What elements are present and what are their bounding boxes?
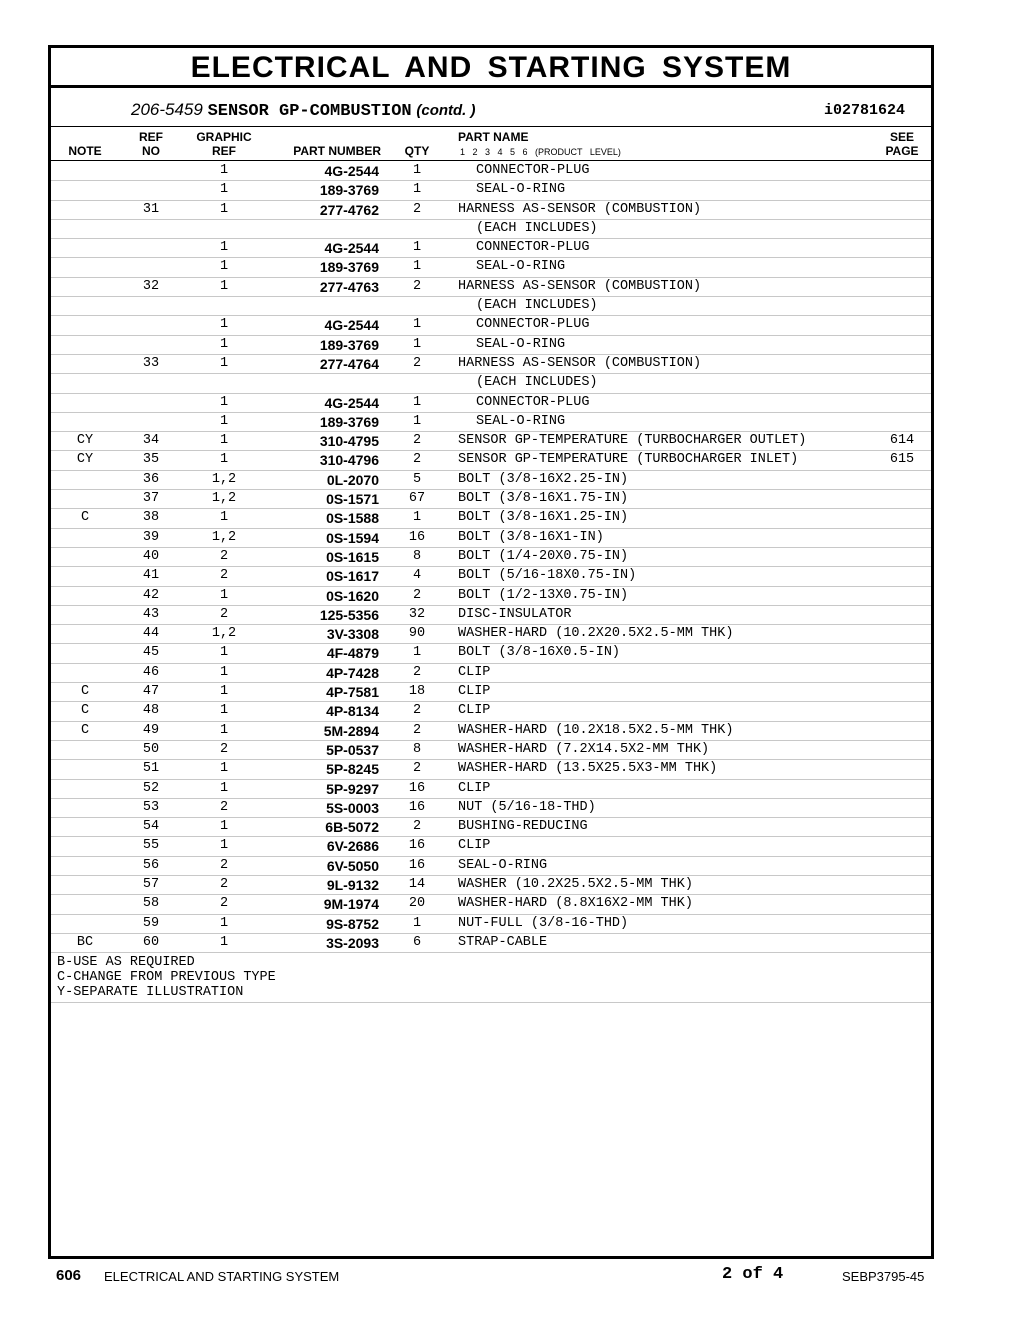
notes-legend	[51, 953, 931, 1003]
table-row	[51, 509, 931, 528]
part-name-cell: CONNECTOR-PLUG	[476, 317, 590, 333]
table-row	[51, 220, 931, 239]
part-number-cell: 0S-1615	[326, 548, 379, 565]
page-of: 2 of 4	[722, 1265, 784, 1284]
qty-cell: 2	[412, 355, 422, 371]
see-page-cell: 614	[889, 433, 915, 449]
table-row	[51, 644, 931, 663]
part-name-cell: NUT (5/16-18-THD)	[458, 799, 596, 815]
table-row	[51, 355, 931, 374]
qty-cell: 1	[412, 163, 422, 178]
ref-no-cell: 34	[142, 433, 160, 449]
qty-cell: 6	[412, 934, 422, 950]
graphic-ref-cell: 2	[219, 606, 229, 622]
table-row	[51, 374, 931, 393]
part-number-cell: 6V-2686	[326, 838, 379, 855]
part-number-cell: 4P-7428	[326, 664, 379, 681]
graphic-ref-cell: 1	[219, 433, 229, 449]
table-row	[51, 258, 931, 277]
qty-cell: 1	[412, 510, 422, 526]
part-number-cell: 4G-2544	[324, 394, 379, 411]
part-name-cell: SENSOR GP-TEMPERATURE (TURBOCHARGER INLET)	[458, 452, 799, 468]
col-ref-top: REF	[139, 130, 163, 144]
part-name-cell: STRAP-CABLE	[458, 934, 548, 950]
graphic-ref-cell: 1	[219, 278, 229, 294]
part-number-cell: 4P-7581	[326, 684, 379, 701]
col-ref-bottom: NO	[142, 144, 160, 158]
table-row	[51, 451, 931, 470]
graphic-ref-cell: 1	[219, 394, 229, 410]
table-row	[51, 895, 931, 914]
ref-no-cell: 52	[142, 780, 160, 796]
col-see-bottom: PAGE	[885, 144, 919, 158]
col-qty: QTY	[404, 144, 430, 158]
table-row	[51, 529, 931, 548]
qty-cell: 1	[412, 317, 422, 333]
table-row	[51, 799, 931, 818]
part-number-cell: 6V-5050	[326, 857, 379, 874]
qty-cell: 5	[412, 471, 422, 487]
note-cell: C	[80, 722, 90, 738]
graphic-ref-cell: 1	[219, 645, 229, 661]
col-see-top: SEE	[889, 130, 914, 144]
ref-no-cell: 57	[142, 876, 160, 892]
part-number-cell: 310-4796	[319, 452, 379, 469]
part-number-cell: 4G-2544	[324, 240, 379, 257]
part-number-cell: 9S-8752	[326, 915, 379, 932]
part-name-cell: BUSHING-REDUCING	[458, 819, 588, 835]
ref-no-cell: 31	[142, 201, 160, 217]
table-row	[51, 818, 931, 837]
qty-cell: 20	[408, 896, 426, 912]
graphic-ref-cell: 2	[219, 857, 229, 873]
ref-no-cell: 44	[142, 626, 160, 642]
group-header	[51, 88, 931, 127]
part-number-cell: 125-5356	[319, 606, 379, 623]
group-title	[131, 100, 476, 121]
ref-no-cell: 33	[142, 355, 160, 371]
ref-no-cell: 58	[142, 896, 160, 912]
ref-no-cell: 36	[142, 471, 160, 487]
table-row	[51, 915, 931, 934]
qty-cell: 16	[408, 799, 426, 815]
qty-cell: 1	[412, 915, 422, 931]
part-number-cell: 5S-0003	[326, 799, 379, 816]
note-cell: CY	[76, 452, 94, 468]
ref-no-cell: 48	[142, 703, 160, 719]
col-note: NOTE	[68, 144, 102, 158]
table-row	[51, 587, 931, 606]
part-number-cell: 9L-9132	[326, 876, 379, 893]
part-name-cell: BOLT (1/4-20X0.75-IN)	[458, 548, 629, 564]
graphic-ref-cell: 1	[219, 163, 229, 178]
part-name-cell: CLIP	[458, 684, 491, 700]
ref-no-cell: 41	[142, 568, 160, 584]
qty-cell: 1	[412, 259, 422, 275]
part-number-cell: 3V-3308	[326, 626, 379, 643]
part-name-cell: WASHER (10.2X25.5X2.5-MM THK)	[458, 876, 693, 892]
part-number-cell: 5P-9297	[326, 780, 379, 797]
part-name-cell: SEAL-O-RING	[476, 182, 566, 198]
part-name-cell: CLIP	[458, 664, 491, 680]
part-number-cell: 310-4795	[319, 433, 379, 450]
page-frame	[48, 45, 934, 1259]
part-name-cell: SEAL-O-RING	[476, 336, 566, 352]
graphic-ref-cell: 2	[219, 741, 229, 757]
table-row	[51, 934, 931, 953]
table-row	[51, 702, 931, 721]
footer-section: ELECTRICAL AND STARTING SYSTEM	[104, 1269, 340, 1284]
ref-no-cell: 35	[142, 452, 160, 468]
table-row	[51, 432, 931, 451]
part-name-cell: DISC-INSULATOR	[458, 606, 572, 622]
graphic-ref-cell: 2	[219, 876, 229, 892]
table-row	[51, 162, 931, 181]
part-name-cell: CONNECTOR-PLUG	[476, 240, 590, 256]
part-name-cell: CLIP	[458, 838, 491, 854]
graphic-ref-cell: 1	[219, 259, 229, 275]
page-footer	[0, 1265, 1020, 1289]
qty-cell: 8	[412, 548, 422, 564]
parts-table	[51, 162, 931, 1003]
ref-no-cell: 60	[142, 934, 160, 950]
graphic-ref-cell: 1	[219, 201, 229, 217]
table-row	[51, 413, 931, 432]
part-name-cell: BOLT (3/8-16X1.25-IN)	[458, 510, 629, 526]
part-name-cell: HARNESS AS-SENSOR (COMBUSTION)	[458, 278, 702, 294]
part-name-cell: BOLT (3/8-16X1.75-IN)	[458, 491, 629, 507]
part-name-cell: (EACH INCLUDES)	[476, 375, 598, 391]
note-line: C-CHANGE FROM PREVIOUS TYPE	[57, 970, 276, 986]
graphic-ref-cell: 1	[219, 780, 229, 796]
graphic-ref-cell: 1	[219, 722, 229, 738]
part-number-cell: 277-4763	[319, 278, 379, 295]
qty-cell: 1	[412, 645, 422, 661]
graphic-ref-cell: 2	[219, 896, 229, 912]
part-number-cell: 0S-1617	[326, 568, 379, 585]
part-name-cell: SEAL-O-RING	[476, 413, 566, 429]
part-number-cell: 0S-1571	[326, 491, 379, 508]
part-name-cell: WASHER-HARD (13.5X25.5X3-MM THK)	[458, 761, 718, 777]
table-row	[51, 683, 931, 702]
table-row	[51, 780, 931, 799]
graphic-ref-cell: 1	[219, 587, 229, 603]
qty-cell: 16	[408, 838, 426, 854]
graphic-ref-cell: 1,2	[211, 491, 237, 507]
col-product-levels: 1 2 3 4 5 6 (PRODUCT LEVEL)	[460, 147, 621, 157]
note-line: Y-SEPARATE ILLUSTRATION	[57, 985, 244, 1001]
ref-no-cell: 54	[142, 819, 160, 835]
graphic-ref-cell: 1	[219, 355, 229, 371]
table-row	[51, 490, 931, 509]
graphic-ref-cell: 1	[219, 336, 229, 352]
part-number-cell: 5P-8245	[326, 761, 379, 778]
part-name-cell: CONNECTOR-PLUG	[476, 163, 590, 178]
part-number-cell: 0S-1588	[326, 510, 379, 527]
qty-cell: 4	[412, 568, 422, 584]
graphic-ref-cell: 1,2	[211, 471, 237, 487]
note-cell: C	[80, 684, 90, 700]
graphic-ref-cell: 1	[219, 240, 229, 256]
note-cell: CY	[76, 433, 94, 449]
graphic-ref-cell: 1	[219, 838, 229, 854]
note-cell: C	[80, 703, 90, 719]
part-name-cell: HARNESS AS-SENSOR (COMBUSTION)	[458, 201, 702, 217]
qty-cell: 2	[412, 452, 422, 468]
part-number-cell: 0S-1620	[326, 587, 379, 604]
part-number-cell: 4P-8134	[326, 703, 379, 720]
table-row	[51, 664, 931, 683]
qty-cell: 2	[412, 819, 422, 835]
ref-no-cell: 47	[142, 684, 160, 700]
graphic-ref-cell: 1	[219, 452, 229, 468]
document-code: SEBP3795-45	[842, 1269, 925, 1284]
ref-no-cell: 39	[142, 529, 160, 545]
graphic-ref-cell: 1	[219, 413, 229, 429]
part-number-cell: 4F-4879	[326, 645, 379, 662]
part-name-cell: SENSOR GP-TEMPERATURE (TURBOCHARGER OUTLET)	[458, 433, 807, 449]
part-number-cell: 277-4762	[319, 201, 379, 218]
group-name: SENSOR GP-COMBUSTION	[207, 102, 412, 121]
col-part-number: PART NUMBER	[293, 144, 381, 158]
part-name-cell: WASHER-HARD (7.2X14.5X2-MM THK)	[458, 741, 710, 757]
part-name-cell: BOLT (3/8-16X0.5-IN)	[458, 645, 621, 661]
qty-cell: 18	[408, 684, 426, 700]
part-number-cell: 5P-0537	[326, 741, 379, 758]
ref-no-cell: 50	[142, 741, 160, 757]
ref-no-cell: 45	[142, 645, 160, 661]
table-row	[51, 837, 931, 856]
qty-cell: 2	[412, 587, 422, 603]
page-title: ELECTRICAL AND STARTING SYSTEM	[51, 48, 931, 88]
table-row	[51, 722, 931, 741]
ref-no-cell: 32	[142, 278, 160, 294]
col-part-name: PART NAME	[458, 130, 529, 144]
graphic-ref-cell: 1,2	[211, 626, 237, 642]
part-name-cell: CLIP	[458, 703, 491, 719]
table-row	[51, 625, 931, 644]
part-name-cell: (EACH INCLUDES)	[476, 298, 598, 314]
group-continued: (contd. )	[416, 102, 476, 119]
graphic-ref-cell: 1,2	[211, 529, 237, 545]
graphic-ref-cell: 2	[219, 568, 229, 584]
col-graphic-bottom: REF	[212, 144, 236, 158]
ref-no-cell: 53	[142, 799, 160, 815]
part-number-cell: 4G-2544	[324, 317, 379, 334]
ref-no-cell: 55	[142, 838, 160, 854]
qty-cell: 1	[412, 413, 422, 429]
table-row	[51, 741, 931, 760]
ref-no-cell: 51	[142, 761, 160, 777]
table-row	[51, 201, 931, 220]
see-page-cell: 615	[889, 452, 915, 468]
table-row	[51, 316, 931, 335]
qty-cell: 14	[408, 876, 426, 892]
graphic-ref-cell: 1	[219, 915, 229, 931]
qty-cell: 2	[412, 703, 422, 719]
graphic-ref-cell: 1	[219, 510, 229, 526]
qty-cell: 32	[408, 606, 426, 622]
page-number: 606	[56, 1267, 82, 1284]
part-number-cell: 5M-2894	[323, 722, 379, 739]
graphic-ref-cell: 1	[219, 182, 229, 198]
note-line: B-USE AS REQUIRED	[57, 955, 195, 971]
part-name-cell: BOLT (1/2-13X0.75-IN)	[458, 587, 629, 603]
graphic-ref-cell: 1	[219, 684, 229, 700]
col-graphic-top: GRAPHIC	[196, 130, 252, 144]
part-number-cell: 4G-2544	[324, 163, 379, 179]
qty-cell: 1	[412, 240, 422, 256]
table-row	[51, 567, 931, 586]
qty-cell: 2	[412, 201, 422, 217]
table-row	[51, 876, 931, 895]
part-number-cell: 189-3769	[319, 336, 379, 353]
part-number-cell: 0S-1594	[326, 529, 379, 546]
part-number-cell: 3S-2093	[326, 934, 379, 951]
part-number-cell: 277-4764	[319, 355, 379, 372]
table-row	[51, 606, 931, 625]
qty-cell: 8	[412, 741, 422, 757]
table-row	[51, 336, 931, 355]
part-name-cell: CONNECTOR-PLUG	[476, 394, 590, 410]
qty-cell: 2	[412, 278, 422, 294]
column-headers	[51, 128, 931, 161]
table-row	[51, 181, 931, 200]
note-cell: BC	[76, 934, 94, 950]
table-row	[51, 239, 931, 258]
table-row	[51, 760, 931, 779]
part-name-cell: BOLT (5/16-18X0.75-IN)	[458, 568, 637, 584]
part-number-cell: 9M-1974	[323, 896, 379, 913]
part-name-cell: NUT-FULL (3/8-16-THD)	[458, 915, 629, 931]
table-row	[51, 394, 931, 413]
part-name-cell: WASHER-HARD (8.8X16X2-MM THK)	[458, 896, 693, 912]
graphic-ref-cell: 1	[219, 761, 229, 777]
graphic-ref-cell: 1	[219, 703, 229, 719]
table-row	[51, 297, 931, 316]
graphic-ref-cell: 2	[219, 799, 229, 815]
part-name-cell: BOLT (3/8-16X1-IN)	[458, 529, 604, 545]
graphic-ref-cell: 1	[219, 317, 229, 333]
qty-cell: 2	[412, 433, 422, 449]
qty-cell: 2	[412, 664, 422, 680]
illustration-id: i02781624	[823, 102, 905, 119]
part-name-cell: SEAL-O-RING	[458, 857, 548, 873]
graphic-ref-cell: 1	[219, 819, 229, 835]
group-number: 206-5459	[131, 100, 203, 119]
graphic-ref-cell: 1	[219, 934, 229, 950]
graphic-ref-cell: 2	[219, 548, 229, 564]
part-number-cell: 6B-5072	[325, 819, 379, 836]
part-number-cell: 0L-2070	[326, 471, 379, 488]
ref-no-cell: 37	[142, 491, 160, 507]
ref-no-cell: 40	[142, 548, 160, 564]
qty-cell: 67	[408, 491, 426, 507]
part-name-cell: CLIP	[458, 780, 491, 796]
part-name-cell: WASHER-HARD (10.2X18.5X2.5-MM THK)	[458, 722, 734, 738]
ref-no-cell: 43	[142, 606, 160, 622]
table-row	[51, 471, 931, 490]
ref-no-cell: 38	[142, 510, 160, 526]
ref-no-cell: 42	[142, 587, 160, 603]
qty-cell: 1	[412, 182, 422, 198]
qty-cell: 1	[412, 394, 422, 410]
part-number-cell: 189-3769	[319, 182, 379, 199]
qty-cell: 16	[408, 780, 426, 796]
qty-cell: 2	[412, 722, 422, 738]
part-name-cell: HARNESS AS-SENSOR (COMBUSTION)	[458, 355, 702, 371]
ref-no-cell: 56	[142, 857, 160, 873]
graphic-ref-cell: 1	[219, 664, 229, 680]
qty-cell: 90	[408, 626, 426, 642]
table-row	[51, 857, 931, 876]
table-row	[51, 548, 931, 567]
ref-no-cell: 59	[142, 915, 160, 931]
part-name-cell: (EACH INCLUDES)	[476, 220, 598, 236]
part-name-cell: SEAL-O-RING	[476, 259, 566, 275]
qty-cell: 16	[408, 857, 426, 873]
part-name-cell: WASHER-HARD (10.2X20.5X2.5-MM THK)	[458, 626, 734, 642]
qty-cell: 16	[408, 529, 426, 545]
ref-no-cell: 49	[142, 722, 160, 738]
part-number-cell: 189-3769	[319, 413, 379, 430]
part-number-cell: 189-3769	[319, 259, 379, 276]
qty-cell: 1	[412, 336, 422, 352]
ref-no-cell: 46	[142, 664, 160, 680]
table-row	[51, 278, 931, 297]
part-name-cell: BOLT (3/8-16X2.25-IN)	[458, 471, 629, 487]
note-cell: C	[80, 510, 90, 526]
qty-cell: 2	[412, 761, 422, 777]
